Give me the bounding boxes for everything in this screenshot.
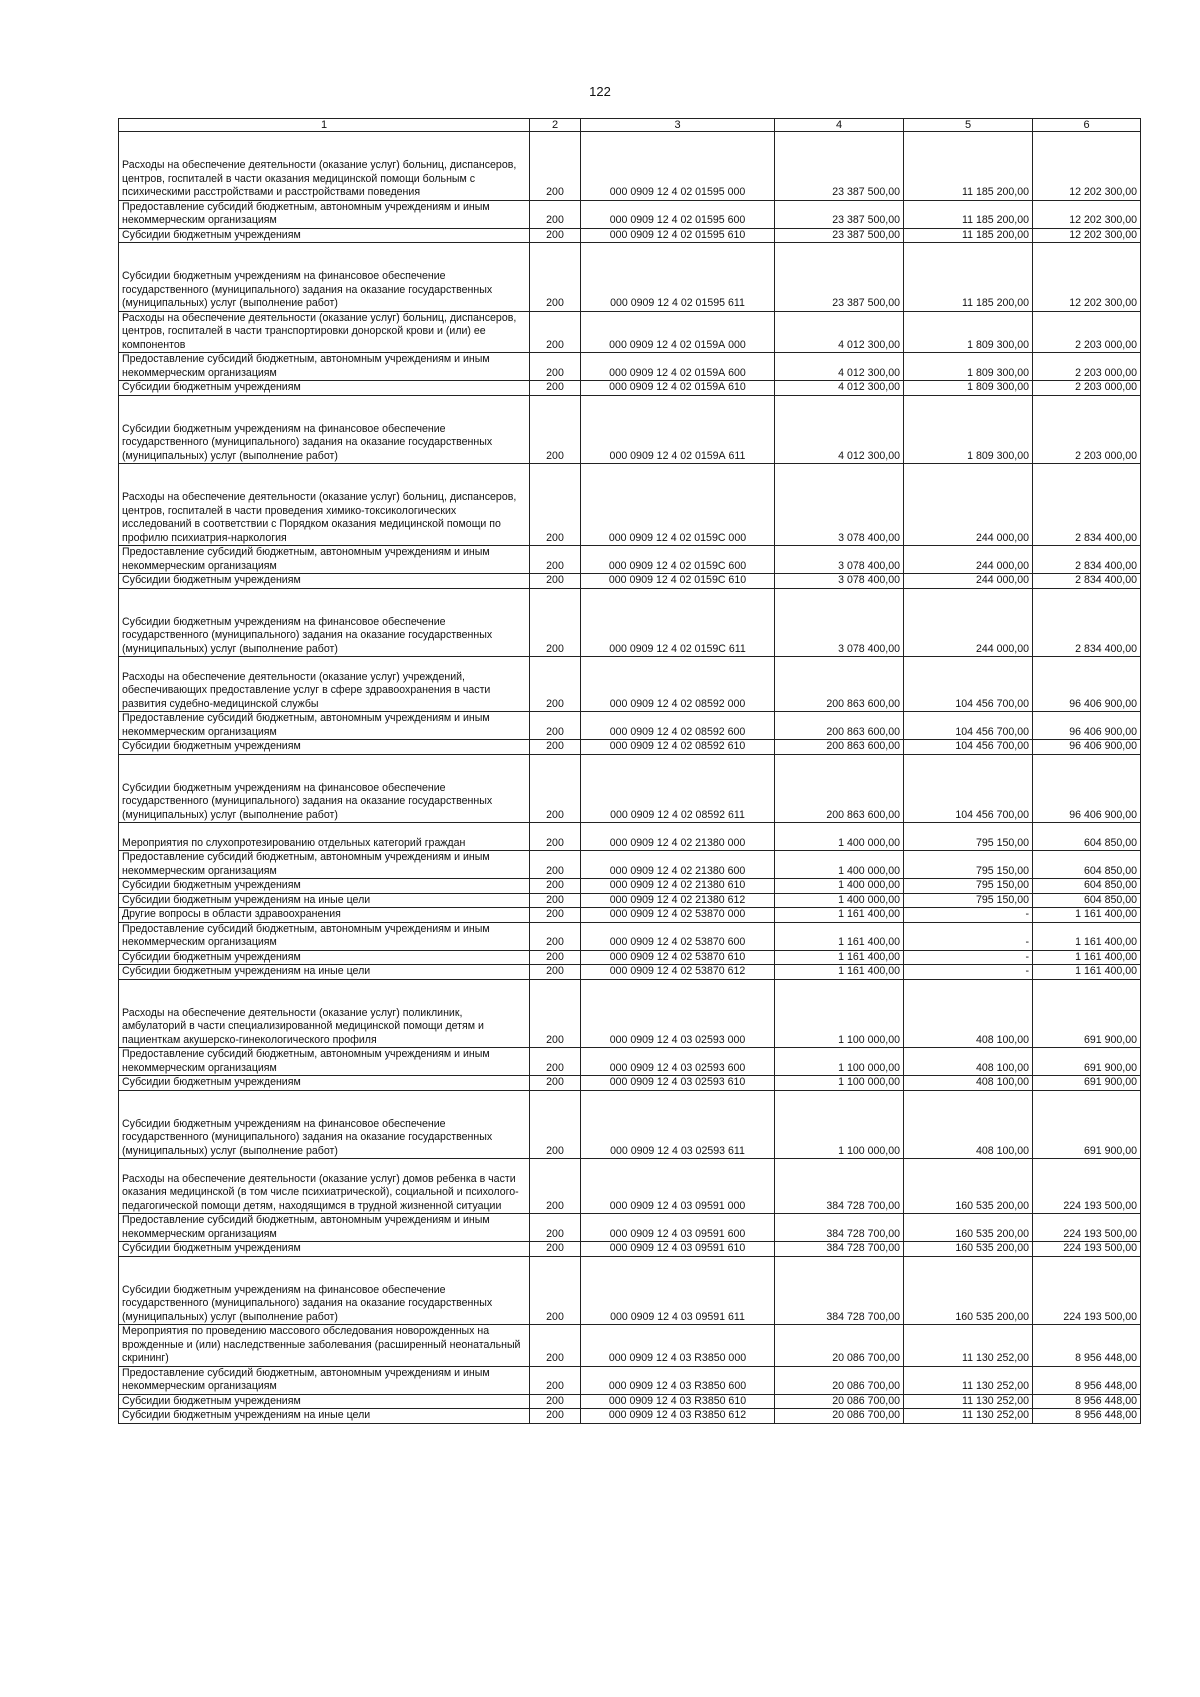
row-name-cell: Предоставление субсидий бюджетным, автономным учреждениям и иным некоммерческим организациям	[119, 1214, 530, 1242]
row-value-col4: 20 086 700,00	[775, 1394, 904, 1409]
row-value-col5: 160 535 200,00	[904, 1256, 1033, 1325]
row-value-col5: 104 456 700,00	[904, 657, 1033, 712]
row-value-col5: 11 130 252,00	[904, 1325, 1033, 1367]
row-value-col5: 1 809 300,00	[904, 311, 1033, 353]
row-name-cell: Расходы на обеспечение деятельности (оказание услуг) больниц, диспансеров, центров, госпиталей в части оказания медицинской помощи больным с психическими расстройствами и расстройствами поведения	[119, 132, 530, 201]
row-name-cell: Предоставление субсидий бюджетным, автономным учреждениям и иным некоммерческим организациям	[119, 200, 530, 228]
row-value-col6: 224 193 500,00	[1033, 1256, 1141, 1325]
row-value-col5: -	[904, 908, 1033, 923]
row-code-cell: 000 0909 12 4 02 0159А 000	[581, 311, 775, 353]
row-name-cell: Другие вопросы в области здравоохранения	[119, 908, 530, 923]
row-admin-cell: 200	[530, 311, 581, 353]
row-admin-cell: 200	[530, 908, 581, 923]
row-value-col5: 11 185 200,00	[904, 132, 1033, 201]
row-value-col6: 2 834 400,00	[1033, 574, 1141, 589]
table-row	[119, 879, 1141, 894]
row-value-col4: 384 728 700,00	[775, 1214, 904, 1242]
table-row	[119, 754, 1141, 823]
row-value-col6: 604 850,00	[1033, 893, 1141, 908]
table-row	[119, 311, 1141, 353]
table-row	[119, 243, 1141, 312]
row-value-col4: 1 161 400,00	[775, 950, 904, 965]
table-row	[119, 381, 1141, 396]
table-row	[119, 588, 1141, 657]
row-value-col4: 4 012 300,00	[775, 353, 904, 381]
row-value-col6: 224 193 500,00	[1033, 1214, 1141, 1242]
row-code-cell: 000 0909 12 4 02 0159А 600	[581, 353, 775, 381]
row-value-col5: 11 130 252,00	[904, 1366, 1033, 1394]
row-value-col5: 244 000,00	[904, 546, 1033, 574]
table-body	[119, 132, 1141, 1424]
row-admin-cell: 200	[530, 1076, 581, 1091]
row-name-cell: Субсидии бюджетным учреждениям на финансовое обеспечение государственного (муниципального) задания на оказание государственных (муниципальных) услуг (выполнение работ)	[119, 243, 530, 312]
row-name-cell: Предоставление субсидий бюджетным, автономным учреждениям и иным некоммерческим организациям	[119, 1366, 530, 1394]
row-name-cell: Предоставление субсидий бюджетным, автономным учреждениям и иным некоммерческим организациям	[119, 851, 530, 879]
row-value-col6: 2 834 400,00	[1033, 546, 1141, 574]
row-admin-cell: 200	[530, 1159, 581, 1214]
row-code-cell: 000 0909 12 4 03 02593 611	[581, 1090, 775, 1159]
row-admin-cell: 200	[530, 950, 581, 965]
row-value-col4: 384 728 700,00	[775, 1159, 904, 1214]
row-value-col6: 8 956 448,00	[1033, 1409, 1141, 1424]
row-code-cell: 000 0909 12 4 02 53870 000	[581, 908, 775, 923]
row-code-cell: 000 0909 12 4 03 09591 611	[581, 1256, 775, 1325]
table-row	[119, 893, 1141, 908]
row-value-col6: 2 203 000,00	[1033, 395, 1141, 464]
row-value-col6: 1 161 400,00	[1033, 950, 1141, 965]
row-value-col4: 1 400 000,00	[775, 893, 904, 908]
row-code-cell: 000 0909 12 4 03 02593 000	[581, 979, 775, 1048]
row-value-col6: 96 406 900,00	[1033, 754, 1141, 823]
table-row	[119, 1214, 1141, 1242]
header-col-2: 2	[530, 119, 581, 132]
row-value-col6: 604 850,00	[1033, 823, 1141, 851]
row-name-cell: Расходы на обеспечение деятельности (оказание услуг) учреждений, обеспечивающих предоставление услуг в сфере здравоохранения в части развития судебно-медицинской службы	[119, 657, 530, 712]
row-name-cell: Субсидии бюджетным учреждениям на финансовое обеспечение государственного (муниципального) задания на оказание государственных (муниципальных) услуг (выполнение работ)	[119, 588, 530, 657]
row-name-cell: Расходы на обеспечение деятельности (оказание услуг) больниц, диспансеров, центров, госпиталей в части транспортировки донорской крови и (или) ее компонентов	[119, 311, 530, 353]
row-value-col6: 691 900,00	[1033, 1076, 1141, 1091]
row-code-cell: 000 0909 12 4 02 53870 612	[581, 965, 775, 980]
row-value-col5: 104 456 700,00	[904, 754, 1033, 823]
row-admin-cell: 200	[530, 243, 581, 312]
row-value-col4: 23 387 500,00	[775, 243, 904, 312]
row-value-col6: 604 850,00	[1033, 879, 1141, 894]
row-value-col6: 691 900,00	[1033, 1048, 1141, 1076]
table-row	[119, 908, 1141, 923]
row-admin-cell: 200	[530, 823, 581, 851]
row-name-cell: Субсидии бюджетным учреждениям	[119, 1394, 530, 1409]
header-col-3: 3	[581, 119, 775, 132]
row-value-col6: 12 202 300,00	[1033, 243, 1141, 312]
table-row	[119, 353, 1141, 381]
row-code-cell: 000 0909 12 4 02 0159С 610	[581, 574, 775, 589]
header-col-4: 4	[775, 119, 904, 132]
row-value-col4: 23 387 500,00	[775, 228, 904, 243]
row-value-col6: 12 202 300,00	[1033, 200, 1141, 228]
row-admin-cell: 200	[530, 893, 581, 908]
row-name-cell: Предоставление субсидий бюджетным, автономным учреждениям и иным некоммерческим организациям	[119, 922, 530, 950]
row-admin-cell: 200	[530, 922, 581, 950]
row-code-cell: 000 0909 12 4 02 0159А 611	[581, 395, 775, 464]
row-admin-cell: 200	[530, 546, 581, 574]
row-value-col6: 224 193 500,00	[1033, 1159, 1141, 1214]
row-value-col5: 408 100,00	[904, 979, 1033, 1048]
row-value-col5: -	[904, 950, 1033, 965]
row-code-cell: 000 0909 12 4 03 09591 610	[581, 1242, 775, 1257]
table-row	[119, 922, 1141, 950]
row-name-cell: Расходы на обеспечение деятельности (оказание услуг) домов ребенка в части оказания медицинской (в том числе психиатрической), социальной и психолого-педагогической помощи детям, находящимся в трудной жизненной ситуации	[119, 1159, 530, 1214]
table-row	[119, 979, 1141, 1048]
table-row	[119, 712, 1141, 740]
row-value-col5: -	[904, 922, 1033, 950]
row-value-col4: 3 078 400,00	[775, 464, 904, 546]
row-name-cell: Субсидии бюджетным учреждениям на иные цели	[119, 1409, 530, 1424]
row-value-col5: 795 150,00	[904, 879, 1033, 894]
row-value-col4: 1 161 400,00	[775, 965, 904, 980]
table-row	[119, 1076, 1141, 1091]
row-value-col5: 11 130 252,00	[904, 1409, 1033, 1424]
row-value-col5: 408 100,00	[904, 1090, 1033, 1159]
row-admin-cell: 200	[530, 1325, 581, 1367]
row-value-col4: 4 012 300,00	[775, 395, 904, 464]
table-row	[119, 740, 1141, 755]
table-row	[119, 546, 1141, 574]
row-value-col4: 3 078 400,00	[775, 574, 904, 589]
row-admin-cell: 200	[530, 200, 581, 228]
table-row	[119, 1242, 1141, 1257]
header-col-6: 6	[1033, 119, 1141, 132]
row-code-cell: 000 0909 12 4 02 01595 000	[581, 132, 775, 201]
row-value-col6: 224 193 500,00	[1033, 1242, 1141, 1257]
table-row	[119, 395, 1141, 464]
row-name-cell: Субсидии бюджетным учреждениям на финансовое обеспечение государственного (муниципального) задания на оказание государственных (муниципальных) услуг (выполнение работ)	[119, 395, 530, 464]
row-value-col4: 200 863 600,00	[775, 754, 904, 823]
row-value-col4: 4 012 300,00	[775, 311, 904, 353]
table-row	[119, 200, 1141, 228]
row-name-cell: Мероприятия по проведению массового обследования новорожденных на врожденные и (или) наследственные заболевания (расширенный неонатальный скрининг)	[119, 1325, 530, 1367]
row-value-col5: 1 809 300,00	[904, 395, 1033, 464]
row-value-col5: 104 456 700,00	[904, 712, 1033, 740]
table-row	[119, 574, 1141, 589]
header-col-1: 1	[119, 119, 530, 132]
row-value-col4: 1 100 000,00	[775, 1076, 904, 1091]
row-value-col5: -	[904, 965, 1033, 980]
row-value-col6: 8 956 448,00	[1033, 1394, 1141, 1409]
row-value-col5: 160 535 200,00	[904, 1159, 1033, 1214]
row-value-col5: 408 100,00	[904, 1076, 1033, 1091]
row-admin-cell: 200	[530, 740, 581, 755]
table-row	[119, 1090, 1141, 1159]
row-code-cell: 000 0909 12 4 02 08592 611	[581, 754, 775, 823]
row-value-col6: 2 834 400,00	[1033, 464, 1141, 546]
row-value-col4: 1 161 400,00	[775, 908, 904, 923]
row-name-cell: Расходы на обеспечение деятельности (оказание услуг) больниц, диспансеров, центров, госпиталей в части проведения химико-токсикологических исследований в соответствии с Порядком оказания медицинской помощи по профилю психиатрия-наркология	[119, 464, 530, 546]
row-value-col4: 23 387 500,00	[775, 132, 904, 201]
row-value-col6: 2 203 000,00	[1033, 381, 1141, 396]
row-value-col4: 384 728 700,00	[775, 1256, 904, 1325]
row-value-col6: 1 161 400,00	[1033, 965, 1141, 980]
row-value-col5: 244 000,00	[904, 464, 1033, 546]
row-value-col4: 1 100 000,00	[775, 1090, 904, 1159]
row-value-col4: 3 078 400,00	[775, 588, 904, 657]
row-code-cell: 000 0909 12 4 02 21380 000	[581, 823, 775, 851]
table-row	[119, 1048, 1141, 1076]
table-row	[119, 1159, 1141, 1214]
row-name-cell: Субсидии бюджетным учреждениям	[119, 740, 530, 755]
row-code-cell: 000 0909 12 4 02 0159А 610	[581, 381, 775, 396]
row-value-col5: 11 185 200,00	[904, 228, 1033, 243]
row-code-cell: 000 0909 12 4 02 0159С 000	[581, 464, 775, 546]
row-value-col5: 1 809 300,00	[904, 353, 1033, 381]
row-admin-cell: 200	[530, 712, 581, 740]
row-value-col4: 1 400 000,00	[775, 879, 904, 894]
row-name-cell: Субсидии бюджетным учреждениям	[119, 1076, 530, 1091]
row-name-cell: Предоставление субсидий бюджетным, автономным учреждениям и иным некоммерческим организациям	[119, 1048, 530, 1076]
row-name-cell: Субсидии бюджетным учреждениям на иные цели	[119, 893, 530, 908]
row-admin-cell: 200	[530, 979, 581, 1048]
row-name-cell: Субсидии бюджетным учреждениям на финансовое обеспечение государственного (муниципального) задания на оказание государственных (муниципальных) услуг (выполнение работ)	[119, 754, 530, 823]
table-row	[119, 950, 1141, 965]
row-value-col6: 96 406 900,00	[1033, 657, 1141, 712]
row-value-col4: 23 387 500,00	[775, 200, 904, 228]
row-code-cell: 000 0909 12 4 02 08592 610	[581, 740, 775, 755]
row-value-col5: 1 809 300,00	[904, 381, 1033, 396]
row-value-col5: 244 000,00	[904, 588, 1033, 657]
row-value-col6: 2 203 000,00	[1033, 353, 1141, 381]
row-code-cell: 000 0909 12 4 02 01595 611	[581, 243, 775, 312]
row-value-col6: 96 406 900,00	[1033, 712, 1141, 740]
row-value-col4: 20 086 700,00	[775, 1325, 904, 1367]
table-row	[119, 464, 1141, 546]
row-admin-cell: 200	[530, 353, 581, 381]
row-admin-cell: 200	[530, 1366, 581, 1394]
row-code-cell: 000 0909 12 4 03 09591 600	[581, 1214, 775, 1242]
row-code-cell: 000 0909 12 4 02 08592 600	[581, 712, 775, 740]
row-name-cell: Субсидии бюджетным учреждениям на финансовое обеспечение государственного (муниципального) задания на оказание государственных (муниципальных) услуг (выполнение работ)	[119, 1256, 530, 1325]
row-name-cell: Субсидии бюджетным учреждениям на финансовое обеспечение государственного (муниципального) задания на оказание государственных (муниципальных) услуг (выполнение работ)	[119, 1090, 530, 1159]
row-admin-cell: 200	[530, 395, 581, 464]
row-value-col5: 160 535 200,00	[904, 1242, 1033, 1257]
row-code-cell: 000 0909 12 4 02 53870 600	[581, 922, 775, 950]
table-row	[119, 1394, 1141, 1409]
row-value-col5: 160 535 200,00	[904, 1214, 1033, 1242]
row-value-col6: 2 203 000,00	[1033, 311, 1141, 353]
row-value-col6: 2 834 400,00	[1033, 588, 1141, 657]
row-code-cell: 000 0909 12 4 03 R3850 600	[581, 1366, 775, 1394]
row-admin-cell: 200	[530, 1090, 581, 1159]
row-admin-cell: 200	[530, 657, 581, 712]
row-name-cell: Субсидии бюджетным учреждениям	[119, 1242, 530, 1257]
row-value-col4: 1 161 400,00	[775, 922, 904, 950]
row-admin-cell: 200	[530, 588, 581, 657]
row-code-cell: 000 0909 12 4 02 21380 610	[581, 879, 775, 894]
row-code-cell: 000 0909 12 4 02 53870 610	[581, 950, 775, 965]
row-code-cell: 000 0909 12 4 02 0159С 600	[581, 546, 775, 574]
header-row	[119, 119, 1141, 132]
row-value-col5: 795 150,00	[904, 823, 1033, 851]
row-value-col6: 691 900,00	[1033, 979, 1141, 1048]
row-value-col4: 1 100 000,00	[775, 979, 904, 1048]
row-code-cell: 000 0909 12 4 02 08592 000	[581, 657, 775, 712]
row-value-col4: 3 078 400,00	[775, 546, 904, 574]
row-name-cell: Расходы на обеспечение деятельности (оказание услуг) поликлиник, амбулаторий в части специализированной медицинской помощи детям и пациенткам акушерско-гинекологического профиля	[119, 979, 530, 1048]
row-name-cell: Субсидии бюджетным учреждениям	[119, 574, 530, 589]
row-value-col5: 11 130 252,00	[904, 1394, 1033, 1409]
row-code-cell: 000 0909 12 4 03 09591 000	[581, 1159, 775, 1214]
row-name-cell: Предоставление субсидий бюджетным, автономным учреждениям и иным некоммерческим организациям	[119, 546, 530, 574]
row-value-col5: 795 150,00	[904, 893, 1033, 908]
row-value-col4: 200 863 600,00	[775, 657, 904, 712]
row-code-cell: 000 0909 12 4 03 02593 600	[581, 1048, 775, 1076]
table-row	[119, 228, 1141, 243]
row-value-col4: 20 086 700,00	[775, 1366, 904, 1394]
row-code-cell: 000 0909 12 4 03 02593 610	[581, 1076, 775, 1091]
row-value-col4: 4 012 300,00	[775, 381, 904, 396]
row-admin-cell: 200	[530, 754, 581, 823]
row-name-cell: Предоставление субсидий бюджетным, автономным учреждениям и иным некоммерческим организациям	[119, 353, 530, 381]
row-admin-cell: 200	[530, 965, 581, 980]
row-name-cell: Субсидии бюджетным учреждениям на иные цели	[119, 965, 530, 980]
table-row	[119, 823, 1141, 851]
row-value-col5: 11 185 200,00	[904, 200, 1033, 228]
row-value-col6: 96 406 900,00	[1033, 740, 1141, 755]
row-value-col4: 1 100 000,00	[775, 1048, 904, 1076]
row-name-cell: Субсидии бюджетным учреждениям	[119, 950, 530, 965]
row-name-cell: Мероприятия по слухопротезированию отдельных категорий граждан	[119, 823, 530, 851]
row-code-cell: 000 0909 12 4 03 R3850 000	[581, 1325, 775, 1367]
row-value-col5: 11 185 200,00	[904, 243, 1033, 312]
row-code-cell: 000 0909 12 4 02 01595 600	[581, 200, 775, 228]
page-number: 122	[589, 84, 611, 99]
row-code-cell: 000 0909 12 4 03 R3850 612	[581, 1409, 775, 1424]
table-row	[119, 851, 1141, 879]
row-admin-cell: 200	[530, 851, 581, 879]
row-admin-cell: 200	[530, 381, 581, 396]
row-name-cell: Предоставление субсидий бюджетным, автономным учреждениям и иным некоммерческим организациям	[119, 712, 530, 740]
row-admin-cell: 200	[530, 1048, 581, 1076]
table-row	[119, 1256, 1141, 1325]
table-row	[119, 657, 1141, 712]
row-code-cell: 000 0909 12 4 02 21380 600	[581, 851, 775, 879]
row-name-cell: Субсидии бюджетным учреждениям	[119, 381, 530, 396]
row-value-col4: 1 400 000,00	[775, 823, 904, 851]
row-admin-cell: 200	[530, 1256, 581, 1325]
row-value-col4: 384 728 700,00	[775, 1242, 904, 1257]
row-value-col6: 1 161 400,00	[1033, 908, 1141, 923]
table-row	[119, 1325, 1141, 1367]
row-value-col5: 104 456 700,00	[904, 740, 1033, 755]
row-code-cell: 000 0909 12 4 02 21380 612	[581, 893, 775, 908]
row-value-col6: 8 956 448,00	[1033, 1366, 1141, 1394]
row-code-cell: 000 0909 12 4 02 01595 610	[581, 228, 775, 243]
table-row	[119, 1409, 1141, 1424]
row-value-col6: 1 161 400,00	[1033, 922, 1141, 950]
row-value-col4: 200 863 600,00	[775, 740, 904, 755]
row-admin-cell: 200	[530, 1242, 581, 1257]
row-value-col5: 408 100,00	[904, 1048, 1033, 1076]
row-name-cell: Субсидии бюджетным учреждениям	[119, 879, 530, 894]
table-row	[119, 965, 1141, 980]
row-admin-cell: 200	[530, 1409, 581, 1424]
row-name-cell: Субсидии бюджетным учреждениям	[119, 228, 530, 243]
row-admin-cell: 200	[530, 1394, 581, 1409]
row-admin-cell: 200	[530, 879, 581, 894]
row-value-col6: 12 202 300,00	[1033, 132, 1141, 201]
row-value-col6: 604 850,00	[1033, 851, 1141, 879]
row-value-col4: 1 400 000,00	[775, 851, 904, 879]
row-value-col6: 12 202 300,00	[1033, 228, 1141, 243]
row-admin-cell: 200	[530, 464, 581, 546]
row-admin-cell: 200	[530, 1214, 581, 1242]
row-admin-cell: 200	[530, 228, 581, 243]
budget-table	[118, 118, 1141, 1424]
row-value-col4: 200 863 600,00	[775, 712, 904, 740]
row-code-cell: 000 0909 12 4 03 R3850 610	[581, 1394, 775, 1409]
header-col-5: 5	[904, 119, 1033, 132]
table-row	[119, 132, 1141, 201]
row-value-col6: 8 956 448,00	[1033, 1325, 1141, 1367]
row-admin-cell: 200	[530, 132, 581, 201]
row-code-cell: 000 0909 12 4 02 0159С 611	[581, 588, 775, 657]
table-row	[119, 1366, 1141, 1394]
row-value-col5: 795 150,00	[904, 851, 1033, 879]
row-value-col4: 20 086 700,00	[775, 1409, 904, 1424]
row-value-col5: 244 000,00	[904, 574, 1033, 589]
row-admin-cell: 200	[530, 574, 581, 589]
row-value-col6: 691 900,00	[1033, 1090, 1141, 1159]
